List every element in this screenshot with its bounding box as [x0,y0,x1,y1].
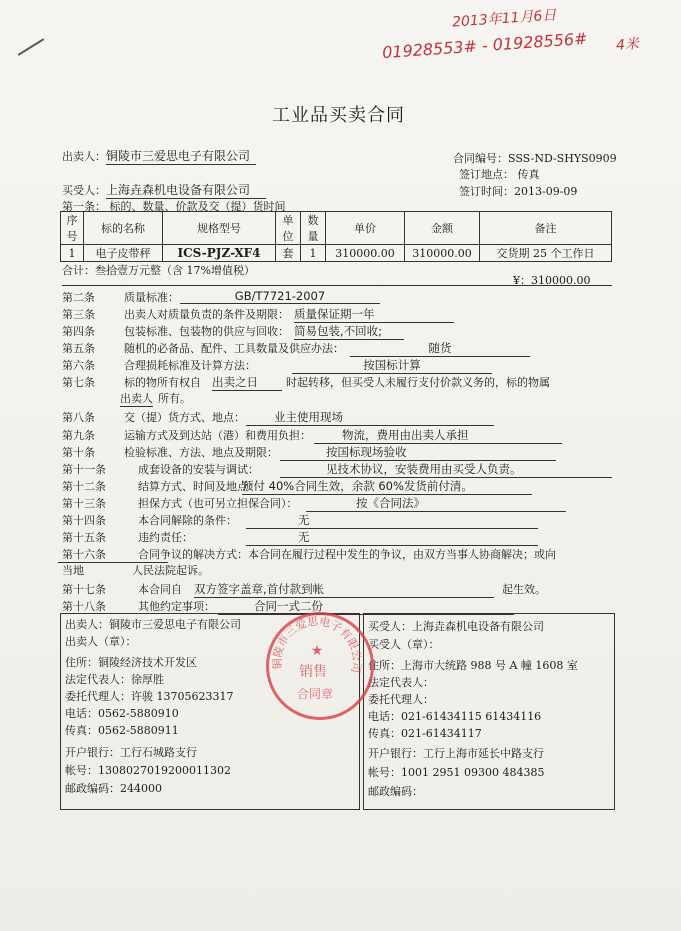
clause-row [62,306,375,321]
clause-row [62,374,550,389]
buyer-signature-block [363,613,615,810]
clause-number: 第十条 [62,446,95,459]
clause-number: 第九条 [62,429,95,442]
clause-text: 时起转移，但买受人未履行支付价款义务的，标的物属 [286,376,550,389]
contract-number: 合同编号：SSS-ND-SHYS0909 [453,152,617,165]
clause-fill: 随货 [350,340,530,357]
clause-text: 当地 [62,564,84,577]
clause-fill: 按《合同法》 [306,495,566,512]
clause-fill: 业主使用现场 [246,409,494,426]
clause-text: 违约责任： [138,531,193,544]
seller-name: 铜陵市三爱思电子有限公司 [106,147,256,165]
table-cell: 电子皮带秤 [84,245,163,262]
clause-row [62,357,421,372]
company-seal-stamp [266,612,374,720]
clause-text: 起生效。 [502,583,546,596]
clause-fill: GB/T7721-2007 [180,289,380,304]
clause-number: 第十三条 [62,497,106,510]
clause-number: 第十八条 [62,600,106,613]
clause-row [62,427,469,442]
seller-block-fax: 传真：0562-5880911 [65,724,179,737]
clause-number: 第十七条 [62,583,106,596]
seller-block-account: 帐号：1308027019200011302 [65,764,231,777]
clause-fill: 无 [246,512,538,529]
clause-text: 所有。 [158,392,191,405]
sign-place: 签订地点： 传真 [459,168,540,181]
clause-row [62,461,522,476]
clause-row [62,495,425,510]
clause-text: 随机的必备品、配件、工具数量及供应办法： [124,342,344,355]
clause-number: 第十五条 [62,531,106,544]
buyer-block-fax: 传真：021-61434117 [368,727,482,740]
seal-star-icon: ★ [310,643,324,659]
clause-text: 交（提）货方式、地点： [124,411,245,424]
clause-text: 成套设备的安装与调试： [138,463,259,476]
seller-block-name: 出卖人：铜陵市三爱思电子有限公司 [65,618,241,631]
clause-fill: 简易包装,不回收; [294,323,404,340]
table-cell: 套 [276,245,301,262]
buyer-block-tel: 电话：021-61434115 61434116 [368,710,542,723]
seal-ring-text: 铜陵市三爱思电子有限公司 [270,615,364,675]
total-value: ¥：310000.00 [513,274,591,287]
clause-text: 本合同解除的条件： [138,514,237,527]
table-row [61,245,612,262]
clause-row [62,512,310,527]
clause-number: 第十六条 [62,548,106,561]
table-header-row [61,212,612,245]
col-header: 单价 [326,212,405,245]
clause-number: 第六条 [62,359,95,372]
clause-fill: 预付 40%合同生效，余款 60%发货前付清。 [242,478,532,495]
buyer-block-zip: 邮政编码： [368,785,423,798]
clause-row [62,340,452,355]
pen-mark [18,38,45,56]
table-cell: ICS-PJZ-XF4 [163,245,276,262]
seller-block-address: 住所：铜陵经济技术开发区 [65,656,197,669]
sign-time: 签订时间：2013-09-09 [459,185,578,198]
clause-text: 结算方式、时间及地点： [138,480,259,493]
buyer-block-bank: 开户银行：工行上海市延长中路支行 [368,747,544,760]
clause-fill: 出卖之日 [212,374,282,391]
document-title: 工业品买卖合同 [272,105,405,126]
table-cell: 1 [301,245,326,262]
clause-text: 合理损耗标准及计算方法： [124,359,256,372]
clause-fill: 见技术协议，安装费用由买受人负责。 [280,461,612,478]
total-label: 合计：叁拾壹万元整（含 17%增值税） [62,264,255,277]
clause-number: 第三条 [62,308,95,321]
clause-text: 合同争议的解决方式：本合同在履行过程中发生的争议，由双方当事人协商解决；或向 [138,548,556,561]
clause-fill: 无 [246,529,538,546]
col-header: 序号 [61,212,84,245]
clause-text: 其他约定事项： [138,600,215,613]
seller-block-agent: 委托代理人：许骏 13705623317 [65,690,234,703]
seller-block-seal: 出卖人（章）： [65,635,137,648]
items-table [60,211,612,262]
col-header: 单位 [276,212,301,245]
clause-fill: 合同一式二份 [218,598,514,615]
clause-number: 第四条 [62,325,95,338]
clause-text: 质量标准： [124,291,179,304]
clause-text: 出卖人对质量负责的条件及期限： [124,308,289,321]
clause-row [62,546,556,561]
clause-text: 本合同自 [138,583,182,596]
clause-row [62,289,326,304]
table-cell: 310000.00 [405,245,480,262]
clause-row [62,581,546,596]
clause-fill: 出卖人 [120,392,153,405]
clause-number: 第七条 [62,376,95,389]
col-header: 数量 [301,212,326,245]
seller-block-rep: 法定代表人：徐厚胜 [65,673,164,686]
clause-number: 第十一条 [62,463,106,476]
seller-label: 出卖人： [62,150,106,163]
clause-fill: 质量保证期一年 [294,306,454,323]
clause-text: 标的物所有权自 [124,376,201,389]
buyer-block-address: 住所：上海市大统路 988 号 A 幢 1608 室 [368,659,578,672]
table-cell: 310000.00 [326,245,405,262]
clause-number: 第八条 [62,411,95,424]
clause-text: 运输方式及到达站（港）和费用负担： [124,429,311,442]
buyer-block-seal: 买受人（章）： [368,638,440,651]
buyer-name: 上海垚森机电设备有限公司 [106,181,266,199]
handwritten-qty: 4米 [615,36,640,54]
clause-number: 第十四条 [62,514,106,527]
clause-fill: 按国标计算 [292,357,492,374]
clause-row [62,409,343,424]
table-cell: 交货期 25 个工作日 [480,245,612,262]
handwritten-date: 2013年11月6日 [451,7,557,31]
col-header: 备注 [480,212,612,245]
clause-1: 第一条： 标的、数量、价款及交（提）货时间 [62,200,286,213]
buyer-block-account: 帐号：1001 2951 09300 484385 [368,766,545,779]
clause-row [62,478,473,493]
clause-number: 第五条 [62,342,95,355]
clause-row [62,598,323,613]
handwritten-serial: 01928553# - 01928556# [381,28,589,63]
buyer-block-agent: 委托代理人： [368,693,434,706]
seller-block-bank: 开户银行：工行石城路支行 [65,746,197,759]
seller-line [62,147,256,165]
buyer-block-rep: 法定代表人： [368,676,434,689]
col-header: 规格型号 [163,212,276,245]
clause-text: 人民法院起诉。 [132,564,209,577]
col-header: 标的名称 [84,212,163,245]
clause-text: 检验标准、方法、地点及期限： [124,446,278,459]
clause-row [62,323,383,338]
clause-number: 第二条 [62,291,95,304]
clause-row [62,444,407,459]
seal-bottom-text: 合同章 [297,687,334,701]
table-cell: 1 [61,245,84,262]
buyer-block-name: 买受人：上海垚森机电设备有限公司 [368,620,544,633]
buyer-label: 买受人： [62,184,106,197]
col-header: 金额 [405,212,480,245]
seller-block-zip: 邮政编码：244000 [65,782,162,795]
clause-text: 担保方式（也可另立担保合同）： [138,497,298,510]
seller-block-tel: 电话：0562-5880910 [65,707,179,720]
clause-row [62,529,310,544]
clause-fill: 物流，费用由出卖人承担 [314,427,562,444]
clause-number: 第十二条 [62,480,106,493]
clause-fill: 双方签字盖章,首付款到帐 [194,581,494,598]
buyer-line [62,181,266,199]
clause-fill: 按国标现场验收 [280,444,556,461]
seal-center-text: 销售 [299,664,327,680]
clause-text: 包装标准、包装物的供应与回收： [124,325,289,338]
